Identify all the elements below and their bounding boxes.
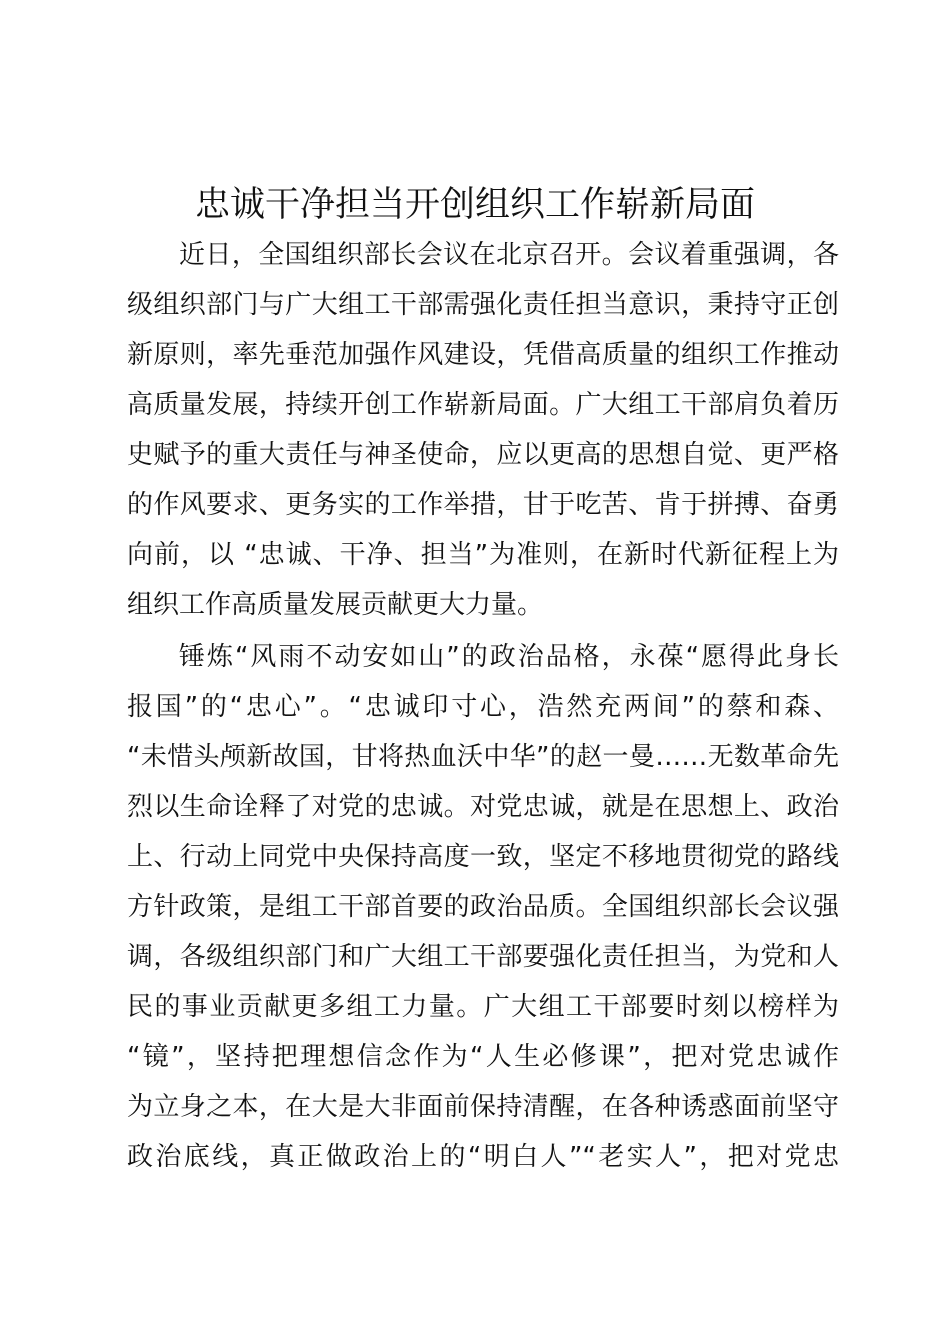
- paragraph-2-line-3: “未惜头颅新故国，甘将热血沃中华”的赵一曼……无数革命先: [127, 742, 839, 772]
- paragraph-2-line-6: 方针政策，是组工干部首要的政治品质。全国组织部长会议强: [127, 892, 839, 922]
- paragraph-2-line-8: 民的事业贡献更多组工力量。广大组工干部要时刻以榜样为: [127, 992, 839, 1022]
- paragraph-1-line-8: 组织工作高质量发展贡献更大力量。: [127, 590, 544, 620]
- document-title: 忠诚干净担当开创组织工作崭新局面: [194, 185, 755, 225]
- paragraph-2-line-1: 锤炼“风雨不动安如山”的政治品格，永葆“愿得此身长: [179, 642, 839, 672]
- paragraph-1-line-3: 新原则，率先垂范加强作风建设，凭借高质量的组织工作推动: [127, 340, 839, 370]
- paragraph-2-line-11: 政治底线，真正做政治上的“明白人”“老实人”，把对党忠: [127, 1142, 839, 1172]
- document-body: [127, 230, 839, 1182]
- paragraph-1-line-7: 向前，以 “忠诚、干净、担当”为准则，在新时代新征程上为: [127, 540, 839, 570]
- paragraph-2-line-10: 为立身之本，在大是大非面前保持清醒，在各种诱惑面前坚守: [127, 1092, 839, 1122]
- paragraph-1-line-1: 近日，全国组织部长会议在北京召开。会议着重强调，各: [179, 240, 839, 270]
- paragraph-2-line-4: 烈以生命诠释了对党的忠诚。对党忠诚，就是在思想上、政治: [127, 792, 839, 822]
- paragraph-2-line-7: 调，各级组织部门和广大组工干部要强化责任担当，为党和人: [127, 942, 839, 972]
- paragraph-1-line-2: 级组织部门与广大组工干部需强化责任担当意识，秉持守正创: [127, 290, 839, 320]
- paragraph-2-line-5: 上、行动上同党中央保持高度一致，坚定不移地贯彻党的路线: [127, 842, 839, 872]
- paragraph-2-line-9: “镜”，坚持把理想信念作为“人生必修课”，把对党忠诚作: [127, 1042, 839, 1072]
- paragraph-1-line-6: 的作风要求、更务实的工作举措，甘于吃苦、肯于拼搏、奋勇: [127, 490, 839, 520]
- paragraph-1-line-4: 高质量发展，持续开创工作崭新局面。广大组工干部肩负着历: [127, 390, 839, 420]
- paragraph-2-line-2: 报国”的“忠心”。“忠诚印寸心，浩然充两间”的蔡和森、: [127, 692, 839, 722]
- paragraph-1-line-5: 史赋予的重大责任与神圣使命，应以更高的思想自觉、更严格: [127, 440, 839, 470]
